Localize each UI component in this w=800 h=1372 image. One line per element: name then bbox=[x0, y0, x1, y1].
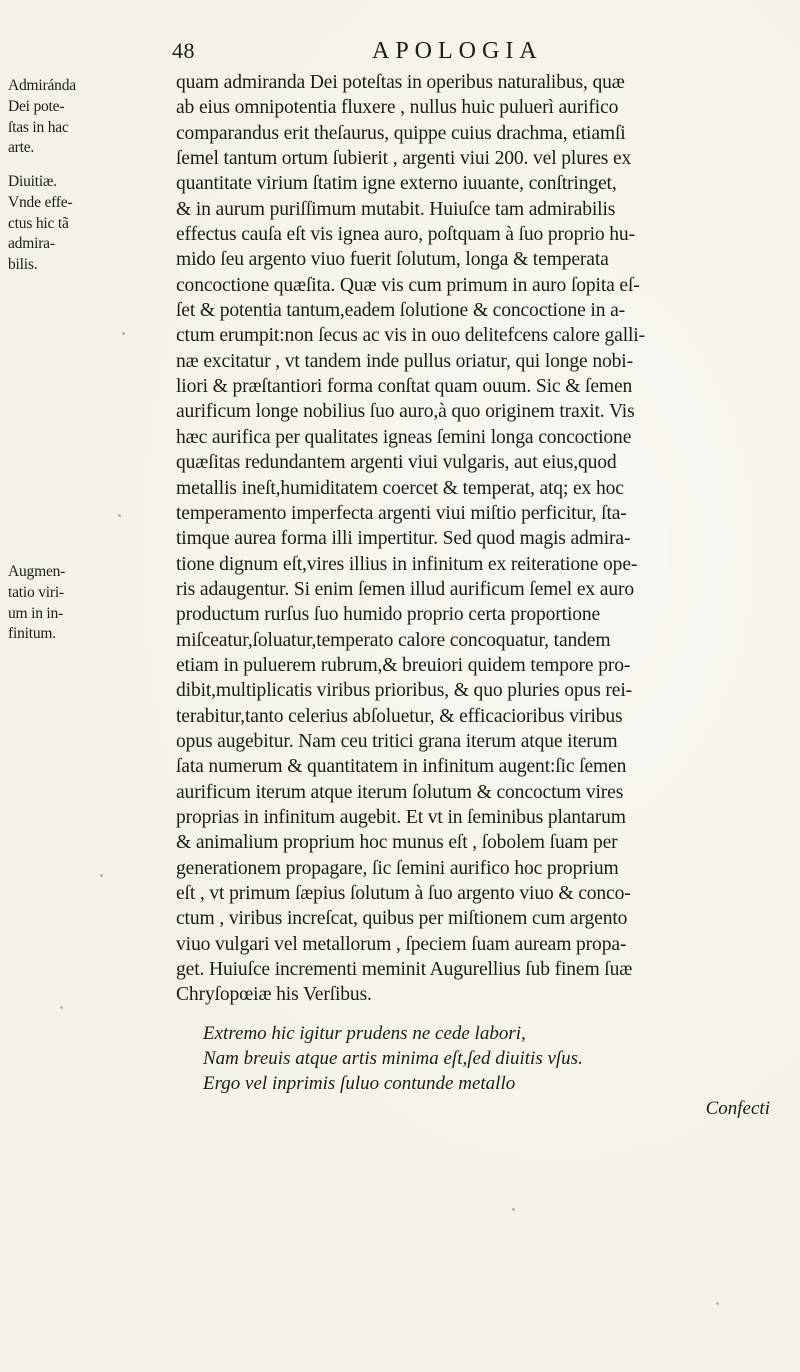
text-line: aurificum longe nobilius ſuo auro,à quo originem traxit. Vis bbox=[176, 401, 635, 423]
verse-line: Ergo vel inprimis ſuluo contunde metallo bbox=[203, 1073, 516, 1094]
running-title: APOLOGIA bbox=[372, 38, 543, 64]
text-line: ſata numerum & quantitatem in infinitum augent:ſic ſemen bbox=[176, 756, 627, 778]
text-line: terabitur,tanto celerius abſoluetur, & efficacioribus viribus bbox=[176, 705, 623, 727]
text-line: & animalium proprium hoc munus eſt , ſobolem ſuam per bbox=[176, 832, 618, 854]
margin-note-line: arte. bbox=[8, 139, 35, 157]
text-line: quantitate virium ſtatim igne externo iuuante, conſtringet, bbox=[176, 173, 617, 195]
text-line: dibit,multiplicatis viribus prioribus, & quo pluries opus rei- bbox=[176, 680, 633, 702]
text-line: Chryſopœiæ his Verſibus. bbox=[176, 984, 372, 1006]
text-line: miſceatur,ſoluatur,temperato calore concoquatur, tandem bbox=[176, 629, 611, 651]
verse-line: Extremo hic igitur prudens ne cede labori, bbox=[203, 1023, 526, 1044]
margin-note-line: finitum. bbox=[8, 625, 56, 643]
margin-note-line: Admiránda bbox=[8, 77, 76, 94]
margin-note-line: Diuitiæ. bbox=[8, 173, 57, 190]
text-line: temperamento imperfecta argenti viui miſtio perficitur, ſta- bbox=[176, 502, 627, 524]
text-line: get. Huiuſce incrementi meminit Augurellius ſub finem ſuæ bbox=[176, 959, 633, 981]
body-text bbox=[176, 70, 776, 1008]
verse-quotation bbox=[203, 1021, 773, 1096]
paper-speck bbox=[100, 874, 103, 877]
text-line: tione dignum eſt,vires illius in infinitum ex reiteratione ope- bbox=[176, 553, 638, 575]
text-line: ſemel tantum ortum ſubierit , argenti viui 200. vel plures ex bbox=[176, 148, 632, 170]
page-number: 48 bbox=[172, 38, 195, 63]
margin-note-augmentatio bbox=[8, 562, 158, 645]
text-line: concoctione quæſita. Quæ vis cum primum in auro ſopita eſ- bbox=[176, 274, 640, 296]
text-line: proprias in infinitum augebit. Et vt in ſeminibus plantarum bbox=[176, 806, 626, 828]
text-line: etiam in puluerem rubrum,& breuiori quidem tempore pro- bbox=[176, 654, 631, 676]
paper-speck bbox=[60, 1006, 63, 1009]
text-line: quam admiranda Dei poteſtas in operibus naturalibus, quæ bbox=[176, 72, 625, 93]
text-line: quæſitas redundantem argenti viui vulgaris, aut eius,quod bbox=[176, 452, 617, 474]
text-line: productum rurſus ſuo humido proprio certa proportione bbox=[176, 604, 601, 626]
text-line: comparandus erit theſaurus, quippe cuius drachma, etiamſi bbox=[176, 122, 626, 144]
margin-note-admiranda bbox=[8, 76, 158, 159]
text-line: effectus cauſa eſt vis ignea auro, poſtquam à ſuo proprio hu- bbox=[176, 224, 635, 246]
text-line: timque aurea forma illi impertitur. Sed quod magis admira- bbox=[176, 528, 631, 550]
text-line: ab eius omnipotentia fluxere , nullus huic puluerì aurifico bbox=[176, 97, 619, 119]
margin-note-line: Dei pote- bbox=[8, 97, 65, 115]
text-line: opus augebitur. Nam ceu tritici grana iterum atque iterum bbox=[176, 730, 618, 752]
running-head bbox=[172, 38, 772, 68]
text-line: generationem propagare, ſic ſemini aurifico hoc proprium bbox=[176, 857, 619, 879]
text-line: næ excitatur , vt tandem inde pullus oriatur, qui longe nobi- bbox=[176, 350, 633, 372]
text-line: & in aurum puriſſimum mutabit. Huiuſce tam admirabilis bbox=[176, 198, 616, 220]
text-line: ris adaugentur. Si enim ſemen illud aurificum ſemel ex auro bbox=[176, 578, 635, 600]
text-line: aurificum iterum atque iterum ſolutum & concoctum vires bbox=[176, 781, 624, 803]
verse-line: Nam breuis atque artis minima eſt,ſed diuitis vſus. bbox=[203, 1048, 583, 1069]
paper-speck bbox=[716, 1302, 719, 1305]
margin-note-line: Vnde effe- bbox=[8, 193, 73, 211]
margin-note-line: admira- bbox=[8, 235, 55, 253]
text-line: ctum , viribus increſcat, quibus per miſtionem cum argento bbox=[176, 908, 628, 930]
text-line: ſet & potentia tantum,eadem ſolutione & concoctione in a- bbox=[176, 300, 626, 322]
text-line: eſt , vt primum ſæpius ſolutum à ſuo argento viuo & conco- bbox=[176, 883, 631, 904]
margin-note-line: tatio viri- bbox=[8, 583, 64, 601]
margin-note-diuitiae bbox=[8, 172, 158, 276]
margin-note-line: ctus hic tã bbox=[8, 214, 69, 232]
catchword: Confecti bbox=[705, 1098, 770, 1119]
paper-speck bbox=[118, 514, 121, 517]
paper-speck bbox=[122, 332, 125, 335]
paper-speck bbox=[512, 1208, 515, 1211]
margin-note-line: ſtas in hac bbox=[8, 118, 69, 136]
text-line: hæc aurifica per qualitates igneas ſemini longa concoctione bbox=[176, 426, 632, 448]
text-line: ctum erumpit:non ſecus ac vis in ouo delitefcens calore galli- bbox=[176, 325, 645, 347]
text-line: mido ſeu argento viuo fuerit ſolutum, longa & temperata bbox=[176, 249, 609, 271]
text-line: liori & præſtantiori forma conſtat quam ouum. Sic & ſemen bbox=[176, 376, 633, 398]
margin-note-line: bilis. bbox=[8, 256, 38, 274]
margin-note-line: Augmen- bbox=[8, 563, 66, 580]
text-line: metallis ineſt,humiditatem coercet & temperat, atq; ex hoc bbox=[176, 477, 624, 499]
margin-note-line: um in in- bbox=[8, 604, 64, 622]
text-line: viuo vulgari vel metallorum , ſpeciem ſuam auream propa- bbox=[176, 933, 627, 955]
